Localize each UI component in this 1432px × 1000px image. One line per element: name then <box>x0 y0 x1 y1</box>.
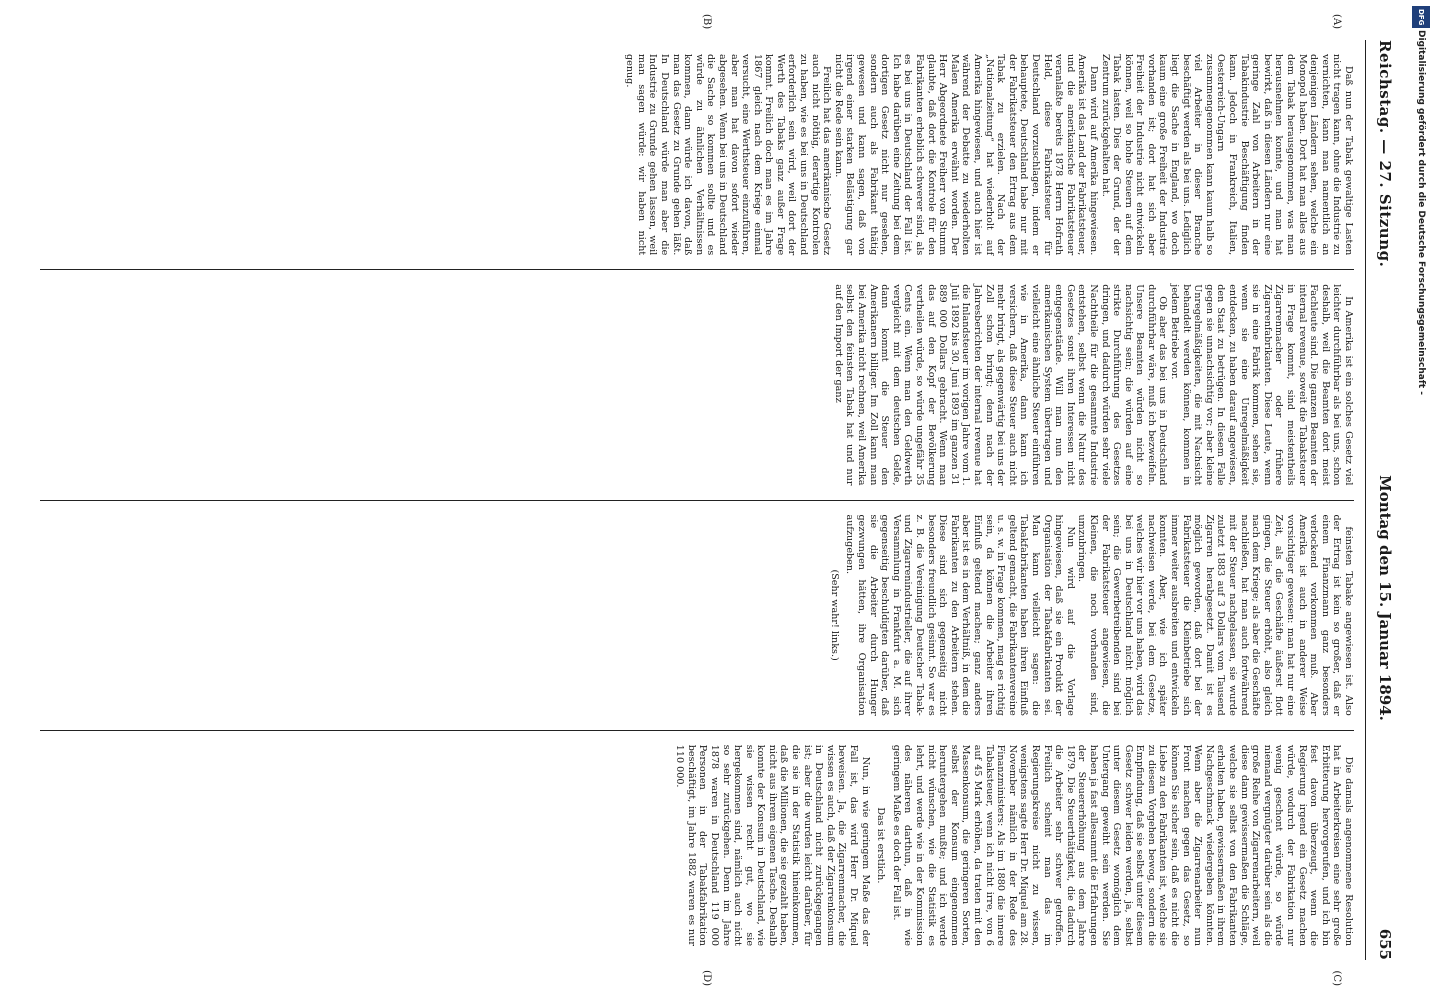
page-number: 655 <box>1376 928 1394 960</box>
paragraph: Die damals angenommene Resolution hat in Arbeiterkreisen eine sehr große Erbitterung hervorgerufen, und ich bin fest davon überzeugt, wenn die Regierung irgend ein Gesetz machen würde, wodurch der Fabrikation nur wenig geschont würde, so würde niemand vergnügter darüber sein als die große Reihe von Zigarrenarbeitern, weil diese dann gewissermaßen die Schläge, welche sie selbst von den Fabrikanten erhalten haben, gewissermaßen in ihrem Nachgeschmack wiedergeben könnten. Wenn aber die Zigarrenarbeiter nun Front machen gegen das Gesetz, so können Sie sicher sein, daß es nicht die Liebe zu den Fabrikanten ist, welche sie zu diesem Vorgehen bewog, sondern die Empfindung, daß sie selbst unter diesem Gesetz schwer leiden werden, ja, selbst unter diesem Gesetz womöglich dem Untergang geweiht sein werden. Sie haben ja fast allesammt die Erfahrungen der Steuererhöhung aus dem Jahre 1879. Die Steuerthätigkeit, die dadurch die Arbeiter sehr schwer getroffen. Freilich scheint man das im Regierungskreise nicht zu wissen, wenigstens sagte Herr Dr. Miquel am 28. November nämlich in der Rede des Finanzministers: Als im 1880 die innere Tabaksteuer, wenn ich nicht irre, von 6 auf 45 Mark erhöhen, da traten mit den Massenkonsum, die geringeren Sorten, selbst der Konsum eingenommen heruntergehen mußte; und ich werde nicht wünschen, wie die Statistik es lehrt, und werde wie in der Kommission des näheren darthun, daß in wie geringem Maße es doch der Fall ist. <box>890 744 1354 946</box>
paragraph: Nun, in wie geringem Maße das der Fall ist, das wird Herr Dr. Miquel beweisen. Ja, die Zigarrenmacher, die wissen es auch, daß der Zigarrenkonsum in Deutschland nicht zurückgegangen ist; aber die wurden leicht darüber, für die sie in der Statistik hineinkommen, daß die Millionen, die sie gezahlt haben, nicht aus ihrem eigenen Tasche. Deshalb konnte der Konsum in Deutschland, wie sie wissen recht gut, wo sie hergekommen sind, nämlich auch nicht so sehr zurückgehen. Denn im Jahre 1878 waren in Deutschland 119 000 Personen in der Tabakfabrikation beschäftigt, im Jahre 1882 waren es nur 110 000. <box>674 744 871 946</box>
digitization-credit <box>1412 30 1426 970</box>
column-1 <box>40 40 1354 269</box>
page-header <box>1365 40 1394 960</box>
paragraph: In Amerika ist ein solches Gesetz viel leichter durchführbar als bei uns, schon deshalb, weil die Beamten dort meist Fachleute sind. Die ganzen Beamten der internal revenue, soweit die Tabaksteuer in Frage kommt, sind meistentheils Zigarrenmacher oder frühere Zigarrenfabrikanten. Diese Leute, wenn sie in eine Fabrik kommen, sehen sie, wenn sie eine Unregelmäßigkeit entdecken, zu haben darauf angewiesen, den Staat zu betrügen. In diesem Falle gegen sie unnachsichtig vor; aber kleine Unregelmäßigkeiten, die mit Nachsicht behandelt werden können, kommen in jedem Betriebe vor. <box>1169 284 1354 486</box>
paragraph: Ob aber das bei uns in Deutschland durchführbar wäre, muß ich bezweifeln. Unsere Beamten würden nicht so nachsichtig sein; die würden auf eine strikte Durchführung des Gesetzes dringen, und dadurch würden sehr viele Nachtheile für die gesammte Industrie entstehen, selbst wenn die Natur des Gesetzes sonst ihren Interessen nicht entgegenstände. Will man nun den amerikanischen System übertragen und vielleicht eine ähnliche Steuer einführen wie in Amerika, dann kann ich versichern, daß diese Steuer auch nicht mehr bringt, als gegenwärtig bei uns der Zoll schon bringt; denn nach der Jahresberichten der internal revenue hat die Inlandsteuer im vorigen Jahre vom 1. Juli 1892 bis 30. Juni 1893 im ganzen 31 889 000 Dollars gebracht. Wenn man das auf den Kopf der Bevölkerung vertheilen würde, so würde ungefähr 35 Cents ein. Wenn man den Geldwerth vergleicht mit dem deutschen Gelde, dann kommt die Steuer den Amerikanern billiger. Im Zoll kann man bei Amerika nicht rechnen, weil Amerika selbst den feinsten Tabak hat und nur auf den Import der ganz <box>832 284 1169 486</box>
margin-mark-b: (B) <box>701 14 712 30</box>
margin-mark-a: (A) <box>1331 14 1342 30</box>
paragraph: Nun wird auf die Vorlage hingewiesen, daß sie ein Produkt der Organisation der Tabakfabrikanten sei. Man kann vielleicht sagen: die Tabakfabrikanten haben ihren Einfluß geltend gemacht, die Fabrikantenvereine u. s. w. in Frage kommen, mag es richtig sein, da können die Arbeiter ihren Einfluß geltend machen; ganz anders aber ist es in dem Verhältniß, in dem die Fabrikanten zu den Arbeitern stehen. Diese sind sich gegenseitig nicht besonders freundlich gesinnt. So war es z. B. die Vereinigung Deutscher Tabak- und Zigarrenindustrieller, die auf ihrer Versammlung in Frankfurt a. M. sich gegenseitig beschuldigten darüber, daß sie die Arbeiter durch Hunger gezwungen hätten, ihre Organisation aufzugeben. <box>844 514 1076 716</box>
paragraph: Daß nun der Tabak gewaltige Lasten nicht tragen kann, ohne die Industrie zu vernichten, kann man namentlich an denjenigen Ländern sehen, welche ein Monopol haben. Dort hat man alles aus dem Tabak herausgenommen, was man herausnehmen konnte, und man hat bewirkt, daß in diesen Ländern nur eine geringe Zahl von Arbeitern in der Tabakindustrie Beschäftigung finden kann. Jedoch in Frankreich, Italien, Oesterreich-Ungarn zusammengenommen kann kaum halb so viel Arbeiter in dieser Branche beschäftigt werden als bei uns. Lediglich liegt die Sache in England, wo doch kaum eine große Freiheit der Industrie vorhanden ist; dort hat sich aber Freiheit der Industrie nicht entwickeln können, weil so hohe Steuern auf dem Tabak lasten. Dies der Grund, der der Zentrum zurückgehalten hat. <box>1099 54 1354 256</box>
column-4 <box>40 730 1354 960</box>
interjection: Das ist erstlich. <box>875 807 887 884</box>
header-date: Montag den 15. Januar 1894. <box>1376 475 1394 721</box>
paragraph: feinsten Tabake angewiesen ist. Also der Ertrag ist kein so großer, daß er einem Finanzmann ganz besonders verlockend vorkommen muß. Aber Amerika ist auch in anderer Weise vorsichtiger gewesen: man hat nur eine Zeit, als die Geschäfte äußerst flott gingen, die Steuer erhöht, also gleich nach dem Kriege; als aber die Geschäfte nachließen, hat man auch fortwährend mit der Steuer nachgelassen, sie wurde zuletzt 1883 auf 3 Dollars vom Tausend Zigarren herabgesetzt. Damit ist es möglich geworden, daß dort bei der Fabrikatsteuer die Kleinbetriebe sich immer weiter ausbreiten und entwickeln konnten. Aber, wie ich später nachweisen werde, bei dem Gesetze, welches wir hier vor uns haben, wird das bei uns in Deutschland nicht möglich sein; die Gewerbetreibenden sind bei der Fabrikatsteuer angewiesen, die Kleinen, die noch vorhanden sind, umzubringen. <box>1076 514 1354 716</box>
paragraph: Dann wird auf Amerika hingewiesen. Amerika ist das Land der Fabrikatsteuer, und die amerikanische Fabrikatsteuer veranlaßte bereits 1878 Herrn Hofrath Held, diese Fabrikatsteuer für Deutschland vorzuschlagen, indem er behauptete, Deutschland habe nur mit der Fabrikatsteuer den Ertrag aus dem Tabak zu erzielen. Nach der „Nationalzeitung“ hat wiederholt auf Amerika hingewiesen, und auch hier ist während der Debatte zu wiederholten Malen Amerika erwähnt worden. Der Herr Abgeordnete Freiherr von Stumm glaubte, daß dort die Kontrole für den Fabrikanten erheblich schwerer sind, als es bei uns in Deutschland der Fall ist. Ich habe darüben eine Zeitung bei dem dortigen Gesetz nicht nur gesehen, sondern auch als Fabrikant thätig gewesen und kann sagen, daß von irgend einer starken Belästigung gar nicht die Rede sein kann. <box>832 54 1099 256</box>
margin-mark-d: (D) <box>701 970 712 986</box>
dfg-logo: DFG <box>1412 6 1430 28</box>
margin-mark-c: (C) <box>1331 970 1342 986</box>
column-2 <box>40 269 1354 499</box>
credit-text: Digitalisierung gefördert durch die Deutsche Forschungsgemeinschaft - <box>1416 30 1426 395</box>
column-3 <box>40 500 1354 730</box>
text-columns <box>40 40 1354 960</box>
paragraph: Freilich hat das amerikanische Gesetz auch nicht nöthig, derartige Kontrolen zu haben, wie es bei uns in Deutschland erforderlich sein wird, weil dort der Werth des Tabaks ganz außer Frage kommt. Freilich doch man es im Jahre 1867 gleich nach dem Kriege einmal versucht, eine Werthsteuer einzuführen, aber man hat davon sofort wieder abgesehen. Wenn bei uns in Deutschland die Sache so kommen sollte und es würde zu ähnlichen Verhältnissen kommen, dann würde ich davon, daß man das Gesetz zu Grunde gehen läßt. In Deutschland würde man aber die Industrie zu Grunde gehen lassen, weil man sagen würde: wir haben nicht genug. <box>624 54 833 256</box>
interjection: (Sehr wahr! links.) <box>828 569 840 661</box>
header-session: Reichstag. — 27. Sitzung. <box>1376 40 1394 268</box>
